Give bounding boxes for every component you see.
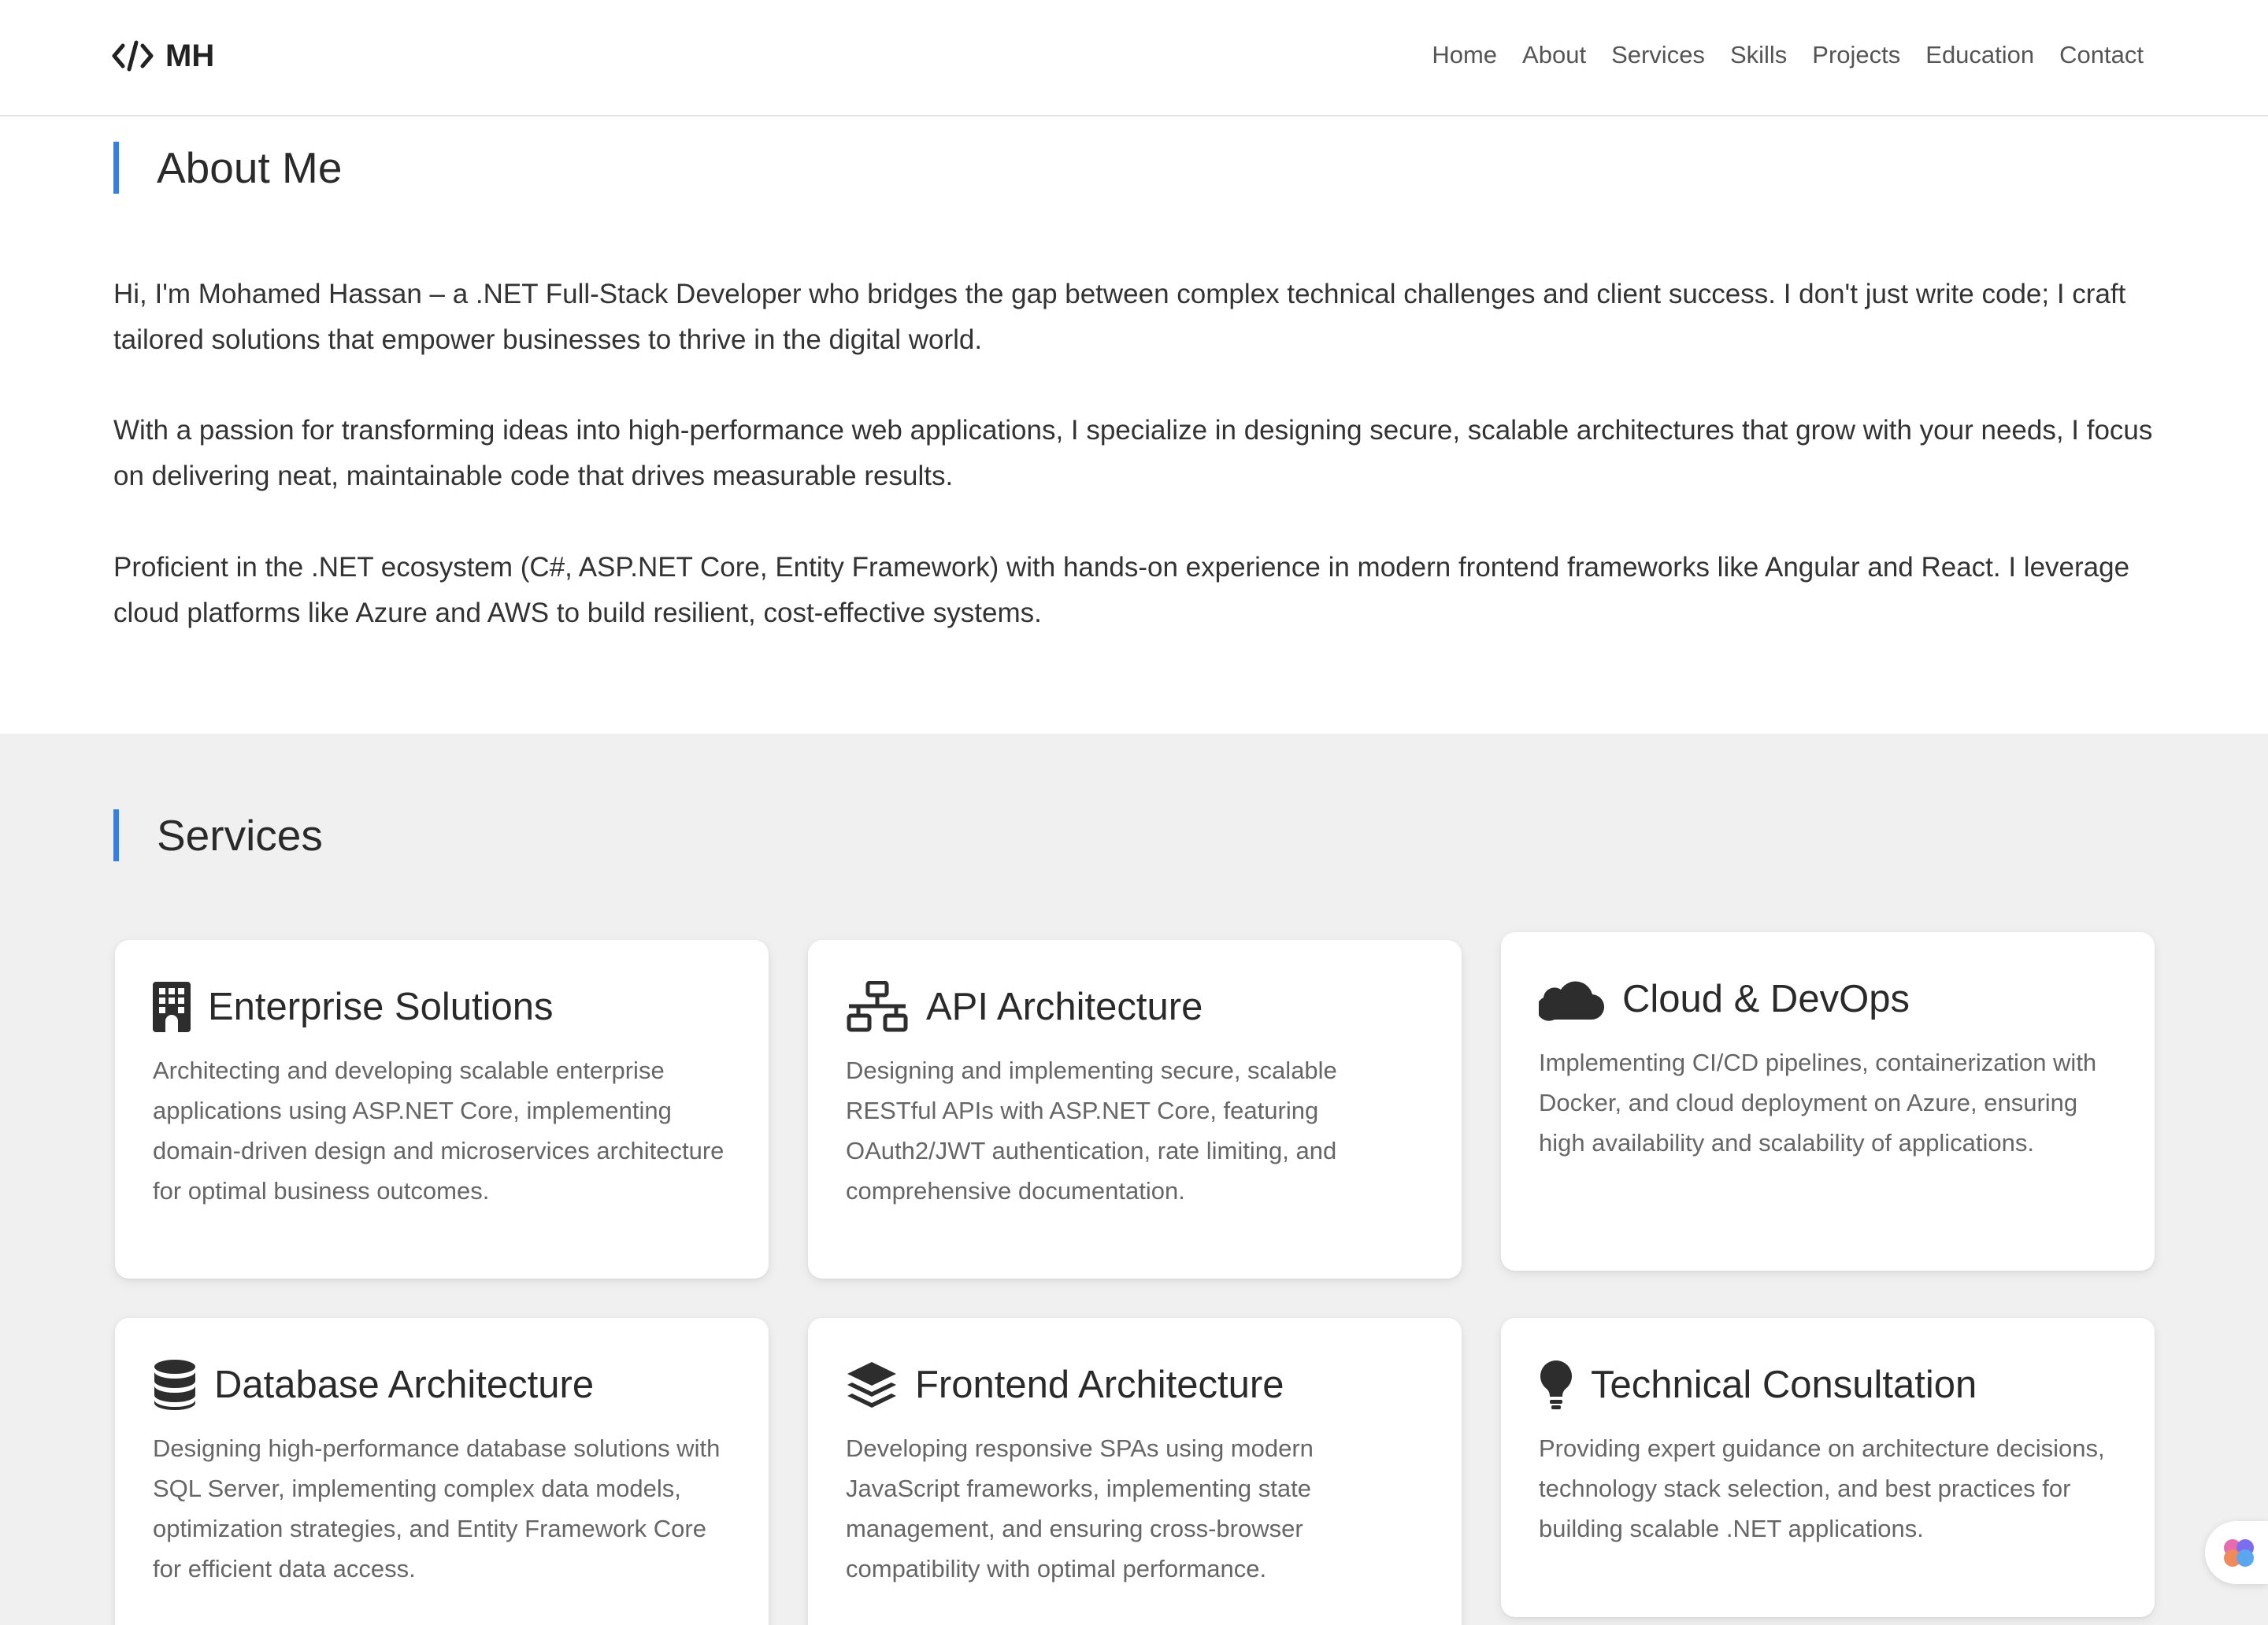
card-title: Enterprise Solutions — [208, 986, 554, 1028]
about-paragraph-2: With a passion for transforming ideas into high-performance web applications, I specialize in designing secure, scalable architectures that grow with your needs, I focus on delivering neat, maintainable code that drives measurable results. — [113, 415, 2153, 491]
brain-icon — [2222, 1537, 2256, 1568]
services-title: Services — [113, 809, 323, 861]
nav-link-education[interactable]: Education — [1925, 41, 2035, 68]
service-card-cloud[interactable] — [1501, 932, 2155, 1271]
layers-icon — [846, 1360, 898, 1409]
nav-link-projects[interactable]: Projects — [1812, 41, 1901, 68]
nav-link-skills[interactable]: Skills — [1729, 41, 1788, 68]
service-card-frontend[interactable] — [808, 1318, 1462, 1625]
card-title: Technical Consultation — [1591, 1364, 1977, 1406]
service-card-consultation[interactable] — [1501, 1318, 2155, 1617]
building-icon — [153, 982, 191, 1032]
service-card-api[interactable] — [808, 940, 1462, 1279]
lightbulb-icon — [1539, 1359, 1573, 1411]
brand-text: MH — [165, 38, 215, 73]
about-title: About Me — [113, 142, 342, 194]
about-paragraph-3: Proficient in the .NET ecosystem (C#, ASP.NET Core, Entity Framework) with hands-on experience in modern frontend frameworks like Angular and React. I leverage cloud platforms like Azure and AWS to build resilient, cost-effective systems. — [113, 552, 2130, 628]
card-description: Designing high-performance database solutions with SQL Server, implementing complex data models, optimization strategies, and Entity Framework Core for efficient data access. — [153, 1434, 721, 1582]
nav-links — [1406, 41, 2144, 69]
sitemap-icon — [846, 981, 909, 1033]
navbar — [0, 0, 2268, 117]
brand-logo[interactable] — [112, 38, 214, 74]
card-description: Providing expert guidance on architecture decisions, technology stack selection, and best practices for building scalable .NET applications. — [1539, 1434, 2105, 1542]
card-description: Designing and implementing secure, scalable RESTful APIs with ASP.NET Core, featuring OAuth2/JWT authentication, rate limiting, and comprehensive documentation. — [846, 1057, 1337, 1205]
card-title: Cloud & DevOps — [1622, 978, 1910, 1020]
nav-link-home[interactable]: Home — [1432, 41, 1498, 68]
card-description: Architecting and developing scalable enterprise applications using ASP.NET Core, implementing domain-driven design and microservices architecture for optimal business outcomes. — [153, 1057, 724, 1205]
card-description: Developing responsive SPAs using modern JavaScript frameworks, implementing state management, and ensuring cross-browser compatibility with optimal performance. — [846, 1434, 1314, 1582]
nav-link-about[interactable]: About — [1522, 41, 1587, 68]
assistant-floating-button[interactable] — [2205, 1521, 2268, 1584]
service-card-enterprise[interactable] — [115, 940, 769, 1279]
card-title: Frontend Architecture — [915, 1364, 1284, 1406]
nav-link-services[interactable]: Services — [1611, 41, 1705, 68]
card-title: Database Architecture — [214, 1364, 595, 1406]
card-description: Implementing CI/CD pipelines, containerization with Docker, and cloud deployment on Azure, ensuring high availability and scalability of applications. — [1539, 1049, 2097, 1157]
about-paragraph-1: Hi, I'm Mohamed Hassan – a .NET Full-Stack Developer who bridges the gap between complex technical challenges and client success. I don't just write code; I craft tailored solutions that empower businesses to thrive in the digital world. — [113, 279, 2126, 355]
service-card-database[interactable] — [115, 1318, 769, 1625]
cloud-icon — [1539, 977, 1605, 1021]
database-icon — [153, 1359, 197, 1411]
card-title: API Architecture — [926, 986, 1203, 1028]
code-icon — [112, 38, 154, 74]
nav-link-contact[interactable]: Contact — [2059, 41, 2144, 68]
about-section — [0, 118, 2268, 734]
